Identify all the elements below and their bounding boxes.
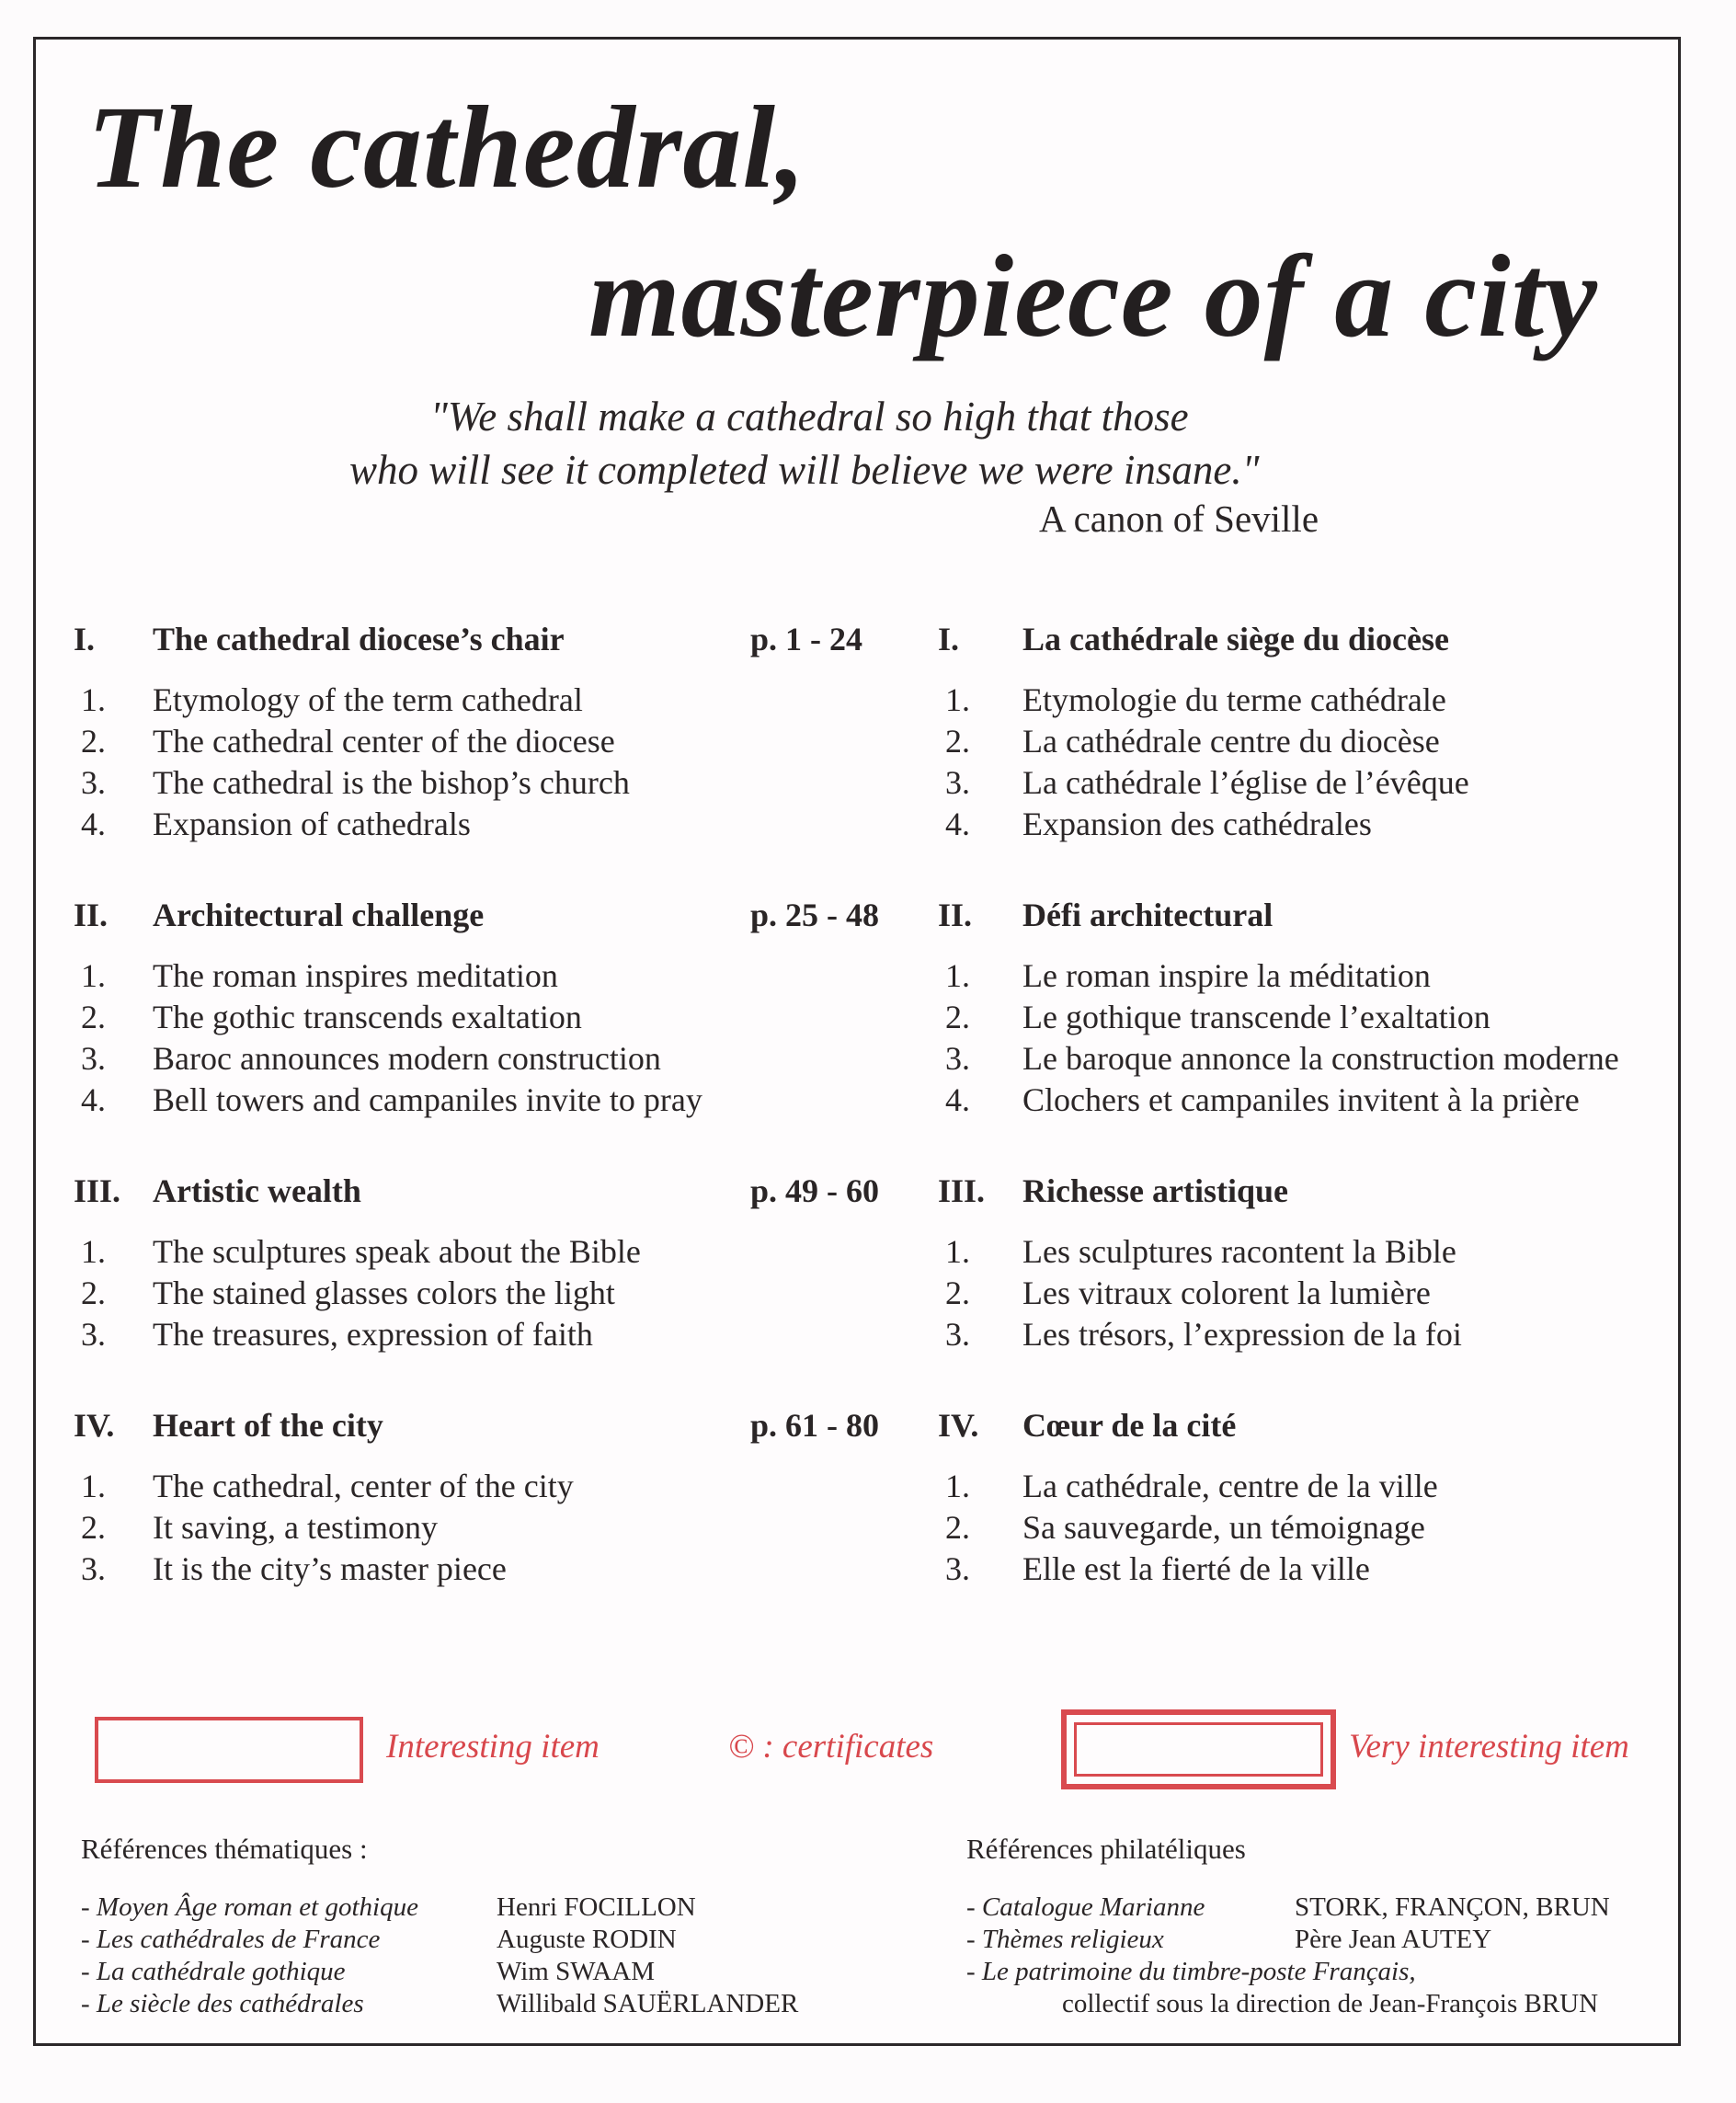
item-text: Bell towers and campaniles invite to pray [153, 1081, 702, 1118]
section-page-range: p. 49 - 60 [750, 1172, 880, 1209]
item-text: La cathédrale, centre de la ville [1022, 1468, 1438, 1504]
very-interesting-item-label: Very interesting item [1349, 1728, 1629, 1766]
section-title: Richesse artistique [1022, 1172, 1288, 1209]
item-number: 2. [945, 723, 970, 760]
item-number: 1. [81, 957, 106, 994]
item-text: La cathédrale centre du diocèse [1022, 723, 1440, 760]
item-number: 3. [945, 1040, 970, 1077]
item-number: 3. [945, 1316, 970, 1353]
section-number: IV. [938, 1407, 979, 1444]
item-text: Les trésors, l’expression de la foi [1022, 1316, 1462, 1353]
item-text: Le roman inspire la méditation [1022, 957, 1431, 994]
item-text: The stained glasses colors the light [153, 1274, 615, 1311]
item-number: 4. [945, 1081, 970, 1118]
section-title: Artistic wealth [153, 1172, 361, 1209]
section-number: III. [938, 1172, 986, 1209]
section-title: Défi architectural [1022, 897, 1273, 933]
item-text: Les sculptures racontent la Bible [1022, 1233, 1456, 1270]
item-number: 1. [945, 957, 970, 994]
section-page-range: p. 25 - 48 [750, 897, 880, 933]
section-heading [74, 619, 901, 659]
item-text: Baroc announces modern construction [153, 1040, 661, 1077]
item-number: 1. [945, 681, 970, 718]
reference-work: - Les cathédrales de France [81, 1925, 381, 1954]
section-page-range: p. 61 - 80 [750, 1407, 880, 1444]
item-number: 1. [81, 1233, 106, 1270]
reference-author: Wim SWAAM [497, 1957, 656, 1986]
item-number: 2. [945, 1509, 970, 1546]
item-number: 1. [945, 1468, 970, 1504]
reference-work: - La cathédrale gothique [81, 1957, 346, 1986]
section-heading [938, 895, 1736, 935]
section-title: La cathédrale siège du diocèse [1022, 621, 1449, 657]
philatelic-references-heading: Références philatéliques [966, 1833, 1246, 1865]
item-number: 1. [81, 681, 106, 718]
item-number: 3. [81, 1316, 106, 1353]
section-number: II. [74, 897, 108, 933]
very-interesting-item-box [1061, 1709, 1336, 1789]
section-heading [74, 895, 901, 935]
quote-author: A canon of Seville [1039, 497, 1319, 540]
item-text: The treasures, expression of faith [153, 1316, 593, 1353]
item-number: 1. [81, 1468, 106, 1504]
item-number: 1. [945, 1233, 970, 1270]
title-line-2: masterpiece of a city [588, 231, 1598, 361]
reference-author: Auguste RODIN [497, 1925, 677, 1954]
item-text: The roman inspires meditation [153, 957, 558, 994]
item-text: Clochers et campaniles invitent à la prière [1022, 1081, 1580, 1118]
item-text: It saving, a testimony [153, 1509, 438, 1546]
reference-author: Henri FOCILLON [497, 1892, 696, 1922]
section-heading [938, 619, 1736, 659]
section-number: I. [74, 621, 96, 657]
item-text: Etymologie du terme cathédrale [1022, 681, 1446, 718]
title-line-1: The cathedral, [87, 82, 806, 212]
interesting-item-label: Interesting item [386, 1728, 600, 1766]
item-number: 2. [81, 723, 106, 760]
item-number: 3. [945, 1550, 970, 1587]
item-number: 3. [81, 1550, 106, 1587]
reference-work: - Le patrimoine du timbre-poste Français, [966, 1957, 1416, 1986]
item-text: The cathedral, center of the city [153, 1468, 574, 1504]
item-number: 2. [945, 999, 970, 1035]
section-heading [74, 1171, 901, 1211]
section-number: I. [938, 621, 960, 657]
item-text: La cathédrale l’église de l’évêque [1022, 764, 1469, 801]
philatelic-reference-continuation: collectif sous la direction de Jean-François BRUN [1062, 1989, 1599, 2018]
section-number: III. [74, 1172, 121, 1209]
item-text: Le gothique transcende l’exaltation [1022, 999, 1490, 1035]
section-heading [938, 1405, 1736, 1446]
item-text: Etymology of the term cathedral [153, 681, 583, 718]
item-text: Expansion des cathédrales [1022, 806, 1372, 842]
item-text: The gothic transcends exaltation [153, 999, 582, 1035]
quote-line-2: who will see it completed will believe we were insane." [349, 447, 1260, 493]
section-page-range: p. 1 - 24 [750, 621, 863, 657]
reference-work: - Catalogue Marianne [966, 1892, 1205, 1922]
item-number: 4. [81, 1081, 106, 1118]
item-text: Elle est la fierté de la ville [1022, 1550, 1370, 1587]
section-number: IV. [74, 1407, 115, 1444]
item-number: 4. [81, 806, 106, 842]
interesting-item-box [95, 1717, 363, 1783]
item-number: 3. [81, 1040, 106, 1077]
reference-author: Père Jean AUTEY [1295, 1925, 1492, 1954]
section-heading [938, 1171, 1736, 1211]
item-text: Les vitraux colorent la lumière [1022, 1274, 1431, 1311]
reference-work: - Thèmes religieux [966, 1925, 1164, 1954]
item-number: 3. [945, 764, 970, 801]
section-title: The cathedral diocese’s chair [153, 621, 565, 657]
item-number: 3. [81, 764, 106, 801]
item-text: Expansion of cathedrals [153, 806, 471, 842]
certificates-label: © : certificates [728, 1728, 934, 1766]
item-text: The cathedral is the bishop’s church [153, 764, 630, 801]
item-text: Sa sauvegarde, un témoignage [1022, 1509, 1425, 1546]
reference-author: Willibald SAUËRLANDER [497, 1989, 799, 2018]
item-text: The cathedral center of the diocese [153, 723, 615, 760]
item-number: 4. [945, 806, 970, 842]
reference-work: - Le siècle des cathédrales [81, 1989, 364, 2018]
item-number: 2. [81, 1509, 106, 1546]
item-number: 2. [81, 999, 106, 1035]
item-text: It is the city’s master piece [153, 1550, 507, 1587]
item-number: 2. [81, 1274, 106, 1311]
section-title: Architectural challenge [153, 897, 485, 933]
section-number: II. [938, 897, 973, 933]
section-heading [74, 1405, 901, 1446]
item-number: 2. [945, 1274, 970, 1311]
quote-line-1: "We shall make a cathedral so high that those [430, 394, 1189, 440]
section-title: Heart of the city [153, 1407, 383, 1444]
reference-work: - Moyen Âge roman et gothique [81, 1892, 418, 1922]
thematic-references-heading: Références thématiques : [81, 1833, 368, 1865]
item-text: The sculptures speak about the Bible [153, 1233, 641, 1270]
section-title: Cœur de la cité [1022, 1407, 1237, 1444]
item-text: Le baroque annonce la construction moderne [1022, 1040, 1619, 1077]
reference-author: STORK, FRANÇON, BRUN [1295, 1892, 1610, 1922]
